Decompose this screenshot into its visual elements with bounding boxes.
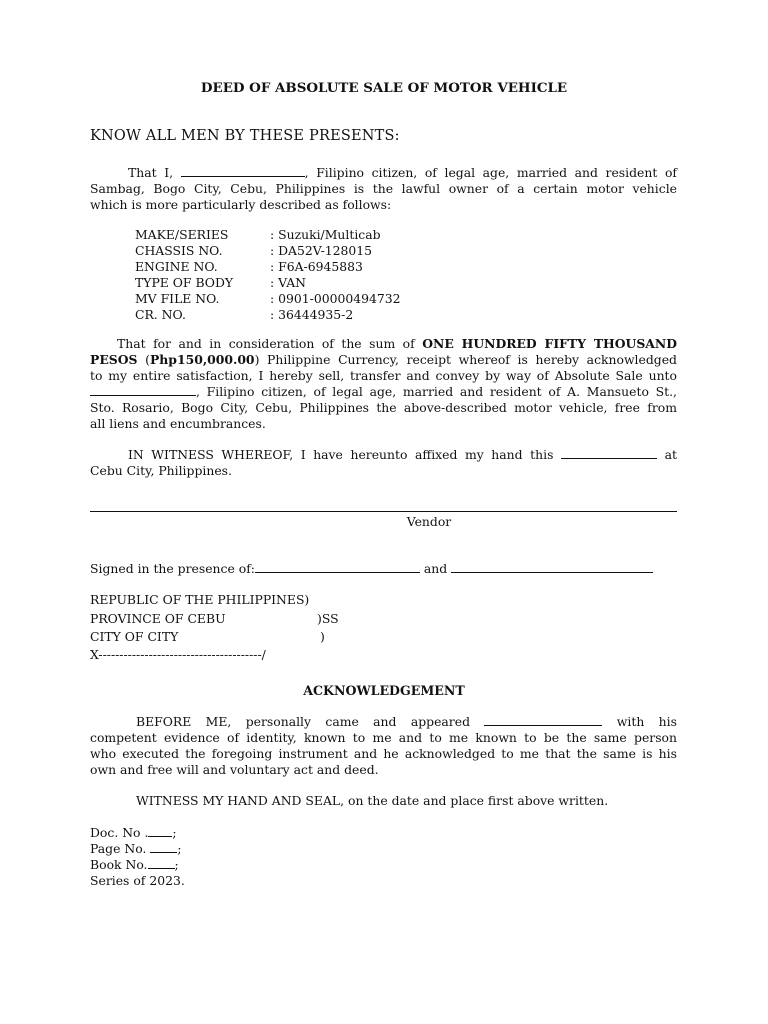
witness-2-blank xyxy=(451,561,653,573)
affiant-name-blank xyxy=(484,714,602,726)
doc-number: Doc. No . ; xyxy=(90,825,177,840)
witness-paragraph: IN WITNESS WHEREOF, I have hereunto affixed my hand this at Cebu City, Philippines. xyxy=(90,447,677,478)
witness-hand-seal: WITNESS MY HAND AND SEAL, on the date and place first above written. xyxy=(136,793,609,808)
vehicle-row: CHASSIS NO. : DA52V-128015 xyxy=(135,243,373,258)
venue-ss: )SS xyxy=(317,611,339,626)
vendor-label: Vendor xyxy=(406,514,452,529)
series-year: Series of 2023. xyxy=(90,873,185,888)
intro-heading: KNOW ALL MEN BY THESE PRESENTS: xyxy=(90,128,400,144)
vehicle-row: MAKE/SERIES : Suzuki/Multicab xyxy=(135,227,381,242)
date-blank xyxy=(561,447,657,459)
venue-city-paren: ) xyxy=(320,629,325,644)
venue-separator: X---------------------------------------/ xyxy=(90,647,266,662)
acknowledgement-paragraph: BEFORE ME, personally came and appeared with his competent evidence of identity, known to me and to me known to be the same person who executed the foregoing instrument and he acknowledged to me that the same is his own and free will and voluntary act and deed. xyxy=(90,714,677,777)
consideration-paragraph: That for and in consideration of the sum of ONE HUNDRED FIFTY THOUSAND PESOS (Php150,000.00) Philippine Currency, receipt whereof is hereby acknowledged to my entire satisfaction, I hereby sell, transfer and convey by way of Absolute Sale unto , Filipino citizen, of legal age, married and resident of A. Mansueto St., Sto. Rosario, Bogo City, Cebu, Philippines the above-described motor vehicle, free from all liens and encumbrances. xyxy=(90,336,677,431)
venue-city: CITY OF CITY xyxy=(90,629,179,644)
vehicle-row: ENGINE NO. : F6A-6945883 xyxy=(135,259,363,274)
vehicle-details xyxy=(135,227,401,323)
acknowledgement-title: ACKNOWLEDGEMENT xyxy=(303,683,465,698)
vendee-name-blank xyxy=(90,384,196,396)
book-number: Book No. ; xyxy=(90,857,179,872)
document-title: DEED OF ABSOLUTE SALE OF MOTOR VEHICLE xyxy=(200,80,568,96)
page-number: Page No. ; xyxy=(90,841,182,856)
vehicle-row: CR. NO. : 36444935-2 xyxy=(135,307,354,322)
signed-in-presence: Signed in the presence of: and xyxy=(90,561,653,577)
witness-1-blank xyxy=(255,561,420,573)
venue-province: PROVINCE OF CEBU xyxy=(90,611,226,626)
vehicle-row: TYPE OF BODY : VAN xyxy=(135,275,307,290)
venue-republic: REPUBLIC OF THE PHILIPPINES) xyxy=(90,592,310,607)
vehicle-row: MV FILE NO. : 0901-00000494732 xyxy=(135,291,401,306)
owner-paragraph: That I, , Filipino citizen, of legal age, married and resident of Sambag, Bogo City, Cebu, Philippines is the lawful owner of a certain motor vehicle which is more particularly described as follows: xyxy=(90,165,677,212)
owner-name-blank xyxy=(181,165,305,177)
vendor-signature-line xyxy=(90,511,677,512)
